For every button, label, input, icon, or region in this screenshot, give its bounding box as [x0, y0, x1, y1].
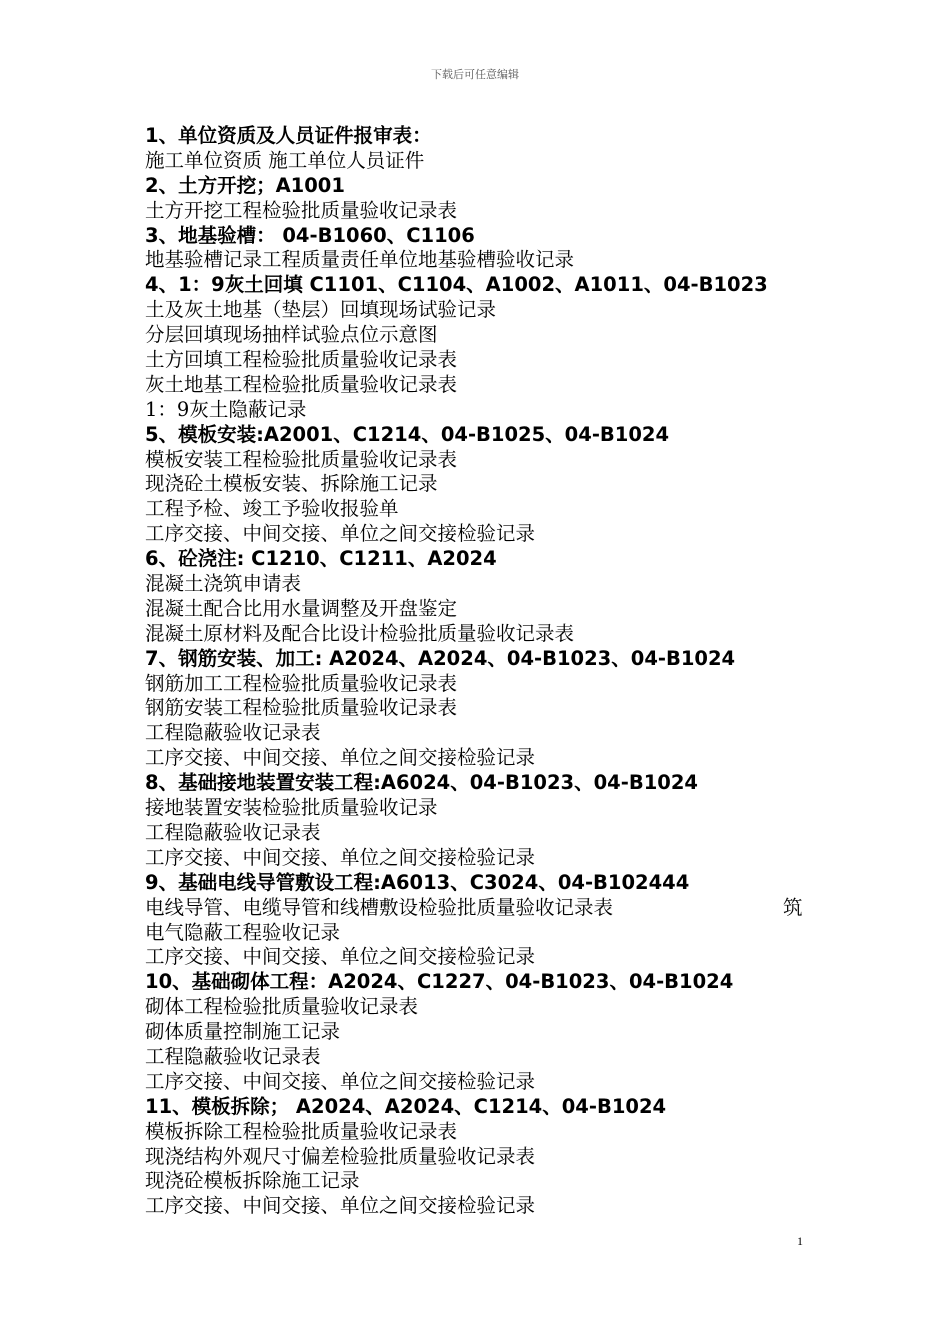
line-text: 钢筋加工工程检验批质量验收记录表: [145, 671, 458, 695]
line-text: 工序交接、中间交接、单位之间交接检验记录: [145, 1069, 536, 1093]
section-heading: [145, 647, 825, 672]
record-line: [145, 921, 825, 946]
line-text: 工序交接、中间交接、单位之间交接检验记录: [145, 845, 536, 869]
line-text: 9、基础电线导管敷设工程:A6013、C3024、04-B102444: [145, 870, 690, 894]
record-line: [145, 945, 825, 970]
line-text: 3、地基验槽： 04-B1060、C1106: [145, 223, 475, 247]
page-number: 1: [797, 1234, 803, 1248]
line-text: 现浇结构外观尺寸偏差检验批质量验收记录表: [145, 1144, 536, 1168]
record-line: [145, 472, 825, 497]
section-heading: [145, 970, 825, 995]
record-line: [145, 696, 825, 721]
line-text: 施工单位资质 施工单位人员证件: [145, 148, 425, 172]
section-heading: [145, 423, 825, 448]
document-body: [145, 124, 825, 1219]
record-line: [145, 821, 825, 846]
line-text: 灰土地基工程检验批质量验收记录表: [145, 372, 458, 396]
record-line: [145, 248, 825, 273]
line-text: 1、单位资质及人员证件报审表：: [145, 124, 432, 147]
line-text: 11、模板拆除； A2024、A2024、C1214、04-B1024: [145, 1094, 667, 1118]
section-heading: [145, 771, 825, 796]
trailing-text: 筑: [783, 895, 803, 919]
record-line: [145, 896, 825, 921]
record-line: [145, 796, 825, 821]
line-text: 砌体工程检验批质量验收记录表: [145, 995, 419, 1019]
line-text: 工程隐蔽验收记录表: [145, 820, 321, 844]
line-text: 钢筋安装工程检验批质量验收记录表: [145, 696, 458, 720]
record-line: [145, 149, 825, 174]
record-line: [145, 398, 825, 423]
line-text: 1：9灰土隐蔽记录: [145, 397, 307, 421]
line-text: 8、基础接地装置安装工程:A6024、04-B1023、04-B1024: [145, 771, 698, 795]
record-line: [145, 199, 825, 224]
header-note: 下载后可任意编辑: [431, 68, 519, 81]
record-line: [145, 572, 825, 597]
section-heading: [145, 124, 825, 149]
line-text: 混凝土配合比用水量调整及开盘鉴定: [145, 596, 458, 620]
line-text: 现浇砼土模板安装、拆除施工记录: [145, 472, 438, 496]
line-text: 工序交接、中间交接、单位之间交接检验记录: [145, 945, 536, 969]
line-text: 7、钢筋安装、加工: A2024、A2024、04-B1023、04-B1024: [145, 646, 736, 670]
record-line: [145, 1120, 825, 1145]
record-line: [145, 1070, 825, 1095]
line-text: 土方开挖工程检验批质量验收记录表: [145, 198, 458, 222]
record-line: [145, 1194, 825, 1219]
record-line: [145, 995, 825, 1020]
section-heading: [145, 871, 825, 896]
record-line: [145, 1169, 825, 1194]
line-text: 土方回填工程检验批质量验收记录表: [145, 348, 458, 372]
record-line: [145, 348, 825, 373]
section-heading: [145, 1095, 825, 1120]
record-line: [145, 522, 825, 547]
line-text: 土及灰土地基（垫层）回填现场试验记录: [145, 298, 497, 322]
line-text: 模板安装工程检验批质量验收记录表: [145, 447, 458, 471]
line-text: 电气隐蔽工程验收记录: [145, 920, 341, 944]
record-line: [145, 721, 825, 746]
record-line: [145, 672, 825, 697]
line-text: 工序交接、中间交接、单位之间交接检验记录: [145, 522, 536, 546]
record-line: [145, 1145, 825, 1170]
line-text: 混凝土原材料及配合比设计检验批质量验收记录表: [145, 621, 575, 645]
line-text: 2、土方开挖；A1001: [145, 173, 345, 197]
line-text: 电线导管、电缆导管和线槽敷设检验批质量验收记录表: [145, 895, 614, 919]
record-line: [145, 746, 825, 771]
record-line: [145, 597, 825, 622]
record-line: [145, 1045, 825, 1070]
line-text: 工序交接、中间交接、单位之间交接检验记录: [145, 746, 536, 770]
record-line: [145, 448, 825, 473]
record-line: [145, 497, 825, 522]
line-text: 混凝土浇筑申请表: [145, 572, 302, 596]
line-text: 分层回填现场抽样试验点位示意图: [145, 323, 438, 347]
section-heading: [145, 174, 825, 199]
line-text: 工程予检、竣工予验收报验单: [145, 497, 399, 521]
section-heading: [145, 547, 825, 572]
line-text: 6、砼浇注: C1210、C1211、A2024: [145, 547, 497, 571]
record-line: [145, 846, 825, 871]
record-line: [145, 1020, 825, 1045]
record-line: [145, 323, 825, 348]
line-text: 地基验槽记录工程质量责任单位地基验槽验收记录: [145, 248, 575, 272]
line-text: 工程隐蔽验收记录表: [145, 721, 321, 745]
record-line: [145, 622, 825, 647]
line-text: 工程隐蔽验收记录表: [145, 1044, 321, 1068]
line-text: 10、基础砌体工程：A2024、C1227、04-B1023、04-B1024: [145, 970, 734, 994]
line-text: 工序交接、中间交接、单位之间交接检验记录: [145, 1194, 536, 1218]
line-text: 砌体质量控制施工记录: [145, 1020, 341, 1044]
section-heading: [145, 273, 825, 298]
line-text: 5、模板安装:A2001、C1214、04-B1025、04-B1024: [145, 422, 670, 446]
record-line: [145, 298, 825, 323]
line-text: 接地装置安装检验批质量验收记录: [145, 796, 438, 820]
line-text: 模板拆除工程检验批质量验收记录表: [145, 1119, 458, 1143]
section-heading: [145, 224, 825, 249]
record-line: [145, 373, 825, 398]
line-text: 4、1：9灰土回填 C1101、C1104、A1002、A1011、04-B1023: [145, 273, 768, 297]
line-text: 现浇砼模板拆除施工记录: [145, 1169, 360, 1193]
